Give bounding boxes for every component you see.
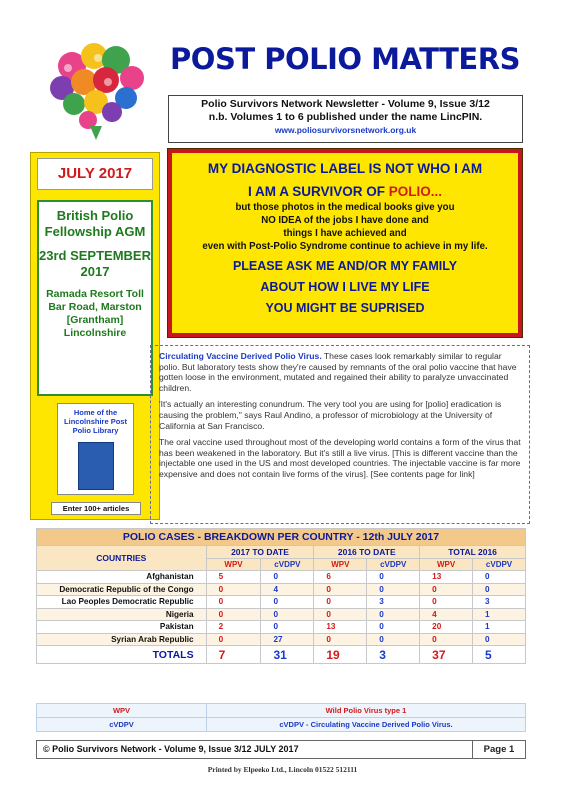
cvdpv-header: cVDPV — [473, 558, 526, 571]
cvdpv-cell: 0 — [367, 633, 420, 646]
cvdpv-cell: 27 — [261, 633, 314, 646]
polio-cases-table — [36, 528, 526, 664]
country-name: Afghanistan — [37, 571, 207, 584]
cvdpv-cell: 3 — [367, 596, 420, 609]
issue-date: JULY 2017 — [37, 158, 153, 190]
countries-header: COUNTRIES — [37, 546, 207, 571]
wpv-cell: 20 — [420, 621, 473, 634]
headline-title: MY DIAGNOSTIC LABEL IS NOT WHO I AM — [207, 161, 483, 176]
table-row — [37, 596, 526, 609]
agm-title: British Polio Fellowship AGM — [44, 208, 146, 239]
cvdpv-cell: 0 — [261, 608, 314, 621]
legend-desc: cVDPV - Circulating Vaccine Derived Polio Virus. — [207, 718, 526, 732]
wpv-cell: 6 — [314, 571, 367, 584]
cvdpv-cell: 0 — [473, 571, 526, 584]
enter-articles-button[interactable]: Enter 100+ articles — [51, 502, 141, 515]
table-row — [37, 583, 526, 596]
agm-venue: Ramada Resort Toll Bar Road, Marston [Grantham] Lincolnshire — [46, 288, 144, 339]
cvdpv-cell: 3 — [473, 596, 526, 609]
polio-highlight: POLIO... — [388, 184, 443, 199]
website-link[interactable]: www.poliosurvivorsnetwork.org.uk — [274, 125, 417, 135]
newsletter-info-box — [168, 95, 523, 143]
headline-body: but those photos in the medical books give you NO IDEA of the jobs I have done and things I have achieved and even with Post-Polio Syndrome continue to achieve in my life. — [202, 202, 488, 252]
article-paragraph: The oral vaccine used throughout most of the developing world contains a form of the virus that has been weakened in the laboratory. But it's still a live virus. [This is different vaccine than the injectable one used in the US and most developed countries. The injectable vaccine is far more expensive and does not contain live forms of the virus]. [See contents page for link] — [159, 437, 521, 479]
newsletter-note-line: n.b. Volumes 1 to 6 published under the name LincPIN. — [208, 111, 483, 123]
group-header: 2016 TO DATE — [314, 546, 420, 559]
masthead-title: POST POLIO MATTERS — [170, 42, 520, 76]
cvdpv-cell: 0 — [367, 621, 420, 634]
legend-row — [37, 718, 526, 732]
headline-box — [168, 149, 522, 337]
cvdpv-cell: 1 — [473, 608, 526, 621]
headline-ask: PLEASE ASK ME AND/OR MY FAMILY ABOUT HOW I LIVE MY LIFE YOU MIGHT BE SUPRISED — [232, 259, 458, 315]
cvdpv-cell: 0 — [261, 621, 314, 634]
newsletter-volume-line: Polio Survivors Network Newsletter - Volume 9, Issue 3/12 — [201, 98, 490, 110]
country-name: Pakistan — [37, 621, 207, 634]
country-name: Democratic Republic of the Congo — [37, 583, 207, 596]
page-number: Page 1 — [472, 741, 525, 758]
cvdpv-header: cVDPV — [367, 558, 420, 571]
article-paragraph: 'It's actually an interesting conundrum. The very tool you are using for [polio] eradication is causing the problem," says Raul Andino, a professor of microbiology at the University of California at San Francisco. — [159, 399, 502, 431]
table-row — [37, 608, 526, 621]
legend-key: cVDPV — [37, 718, 207, 732]
wpv-cell: 0 — [314, 608, 367, 621]
wpv-cell: 2 — [206, 621, 261, 634]
library-link[interactable] — [57, 403, 134, 495]
agm-notice — [37, 200, 153, 396]
wpv-header: WPV — [206, 558, 261, 571]
totals-label: TOTALS — [37, 646, 207, 664]
flower-logo-icon — [42, 38, 154, 142]
table-row — [37, 571, 526, 584]
wpv-cell: 0 — [420, 633, 473, 646]
wpv-cell: 0 — [206, 596, 261, 609]
legend-row — [37, 704, 526, 718]
virus-legend — [36, 703, 526, 732]
cvdpv-cell: 0 — [261, 571, 314, 584]
totals-row: TOTALS 7 31 19 3 37 5 — [37, 646, 526, 664]
country-name: Nigeria — [37, 608, 207, 621]
wpv-cell: 13 — [314, 621, 367, 634]
agm-date: 23rd SEPTEMBER 2017 — [39, 248, 151, 279]
cvdpv-header: cVDPV — [261, 558, 314, 571]
legend-desc: Wild Polio Virus type 1 — [207, 704, 526, 718]
cvdpv-cell: 0 — [367, 571, 420, 584]
article-paragraph: Circulating Vaccine Derived Polio Virus. These cases look remarkably similar to regular polio. But laboratory tests show they're caused by remnants of the oral polio vaccine that have gotten loose in the environment, mutated and regained their ability to paralyze unvaccinated children. — [159, 351, 517, 393]
wpv-cell: 0 — [206, 633, 261, 646]
wpv-cell: 0 — [420, 596, 473, 609]
wpv-cell: 0 — [314, 596, 367, 609]
cvdpv-cell: 0 — [367, 583, 420, 596]
table-row — [37, 621, 526, 634]
library-title: Home of the Lincolnshire Post Polio Library — [64, 408, 127, 435]
cvdpv-cell: 0 — [367, 608, 420, 621]
article-lead: Circulating Vaccine Derived Polio Virus. — [159, 351, 322, 361]
wpv-cell: 4 — [420, 608, 473, 621]
wpv-cell: 13 — [420, 571, 473, 584]
wpv-cell: 0 — [420, 583, 473, 596]
legend-key: WPV — [37, 704, 207, 718]
group-header: 2017 TO DATE — [206, 546, 314, 559]
wpv-header: WPV — [420, 558, 473, 571]
cvdpv-cell: 0 — [473, 633, 526, 646]
headline-subtitle: I AM A SURVIVOR OF POLIO... — [247, 184, 443, 199]
group-header: TOTAL 2016 — [420, 546, 526, 559]
wpv-header: WPV — [314, 558, 367, 571]
wpv-cell: 0 — [314, 583, 367, 596]
country-name: Syrian Arab Republic — [37, 633, 207, 646]
library-book-icon — [78, 442, 114, 490]
wpv-cell: 0 — [314, 633, 367, 646]
cvdpv-cell: 1 — [473, 621, 526, 634]
footer-copyright: © Polio Survivors Network - Volume 9, Issue 3/12 JULY 2017 — [36, 740, 526, 759]
wpv-cell: 0 — [206, 608, 261, 621]
table-row — [37, 633, 526, 646]
cvdpv-cell: 4 — [261, 583, 314, 596]
wpv-cell: 5 — [206, 571, 261, 584]
country-name: Lao Peoples Democratic Republic — [37, 596, 207, 609]
table-title: POLIO CASES - BREAKDOWN PER COUNTRY - 12th JULY 2017 — [37, 529, 526, 546]
cvdpv-cell: 0 — [261, 596, 314, 609]
cvdpv-cell: 0 — [473, 583, 526, 596]
wpv-cell: 0 — [206, 583, 261, 596]
cvdpv-article — [150, 345, 530, 524]
printer-credit: Printed by Elpeeko Ltd., Lincoln 01522 512111 — [207, 765, 358, 774]
